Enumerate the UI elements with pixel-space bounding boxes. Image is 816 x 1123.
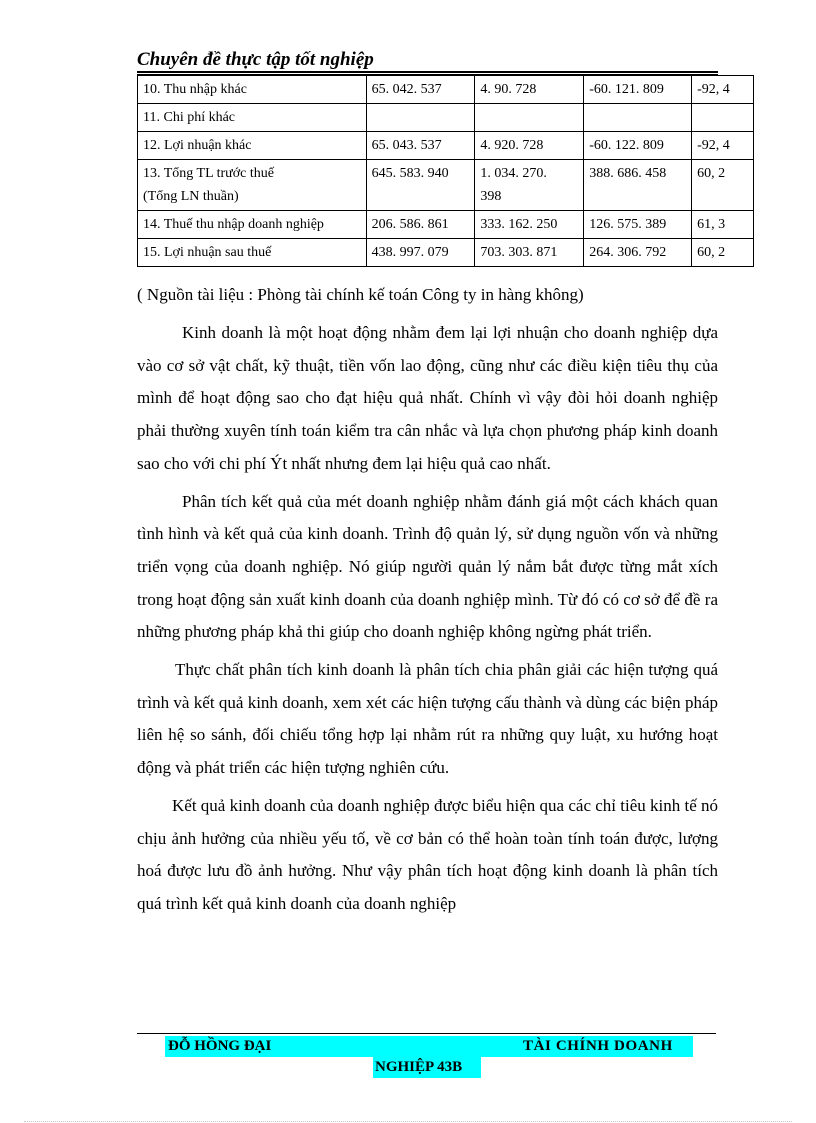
table-cell: 333. 162. 250 bbox=[475, 211, 584, 239]
table-cell: 264. 306. 792 bbox=[584, 239, 692, 267]
paragraph: Phân tích kết quả của mét doanh nghiệp nhằm đánh giá một cách khách quan tình hình và kết quả của kinh doanh. Trình độ quản lý, sử dụng nguồn vốn và những triển vọng của doanh nghiệp. Nó giúp người quản lý nắm bắt được từng mắt xích trong hoạt động sản xuất kinh doanh của doanh nghiệp mình. Từ đó có cơ sở để đề ra những phương pháp khả thi giúp cho doanh nghiệp không ngừng phát triển. bbox=[137, 491, 718, 642]
table-cell bbox=[584, 104, 692, 132]
table-cell: 703. 303. 871 bbox=[475, 239, 584, 267]
paragraph: Kinh doanh là một hoạt động nhằm đem lại lợi nhuận cho doanh nghiệp dựa vào cơ sở vật chất, kỹ thuật, tiền vốn lao động, cũng như các điều kiện tiêu thụ của mình để hoạt động sao cho đạt hiệu quả nhất. Chính vì vậy đòi hỏi doanh nghiệp phải thường xuyên tính toán kiểm tra cân nhắc và lựa chọn phương pháp kinh doanh sao cho với chi phí Ýt nhất nhưng đem lại hiệu quả cao nhất. bbox=[137, 323, 718, 473]
table-cell: -92, 4 bbox=[692, 76, 754, 104]
table-cell: 206. 586. 861 bbox=[366, 211, 475, 239]
table-cell: 388. 686. 458 bbox=[584, 160, 692, 211]
table-cell: 60, 2 bbox=[692, 239, 754, 267]
table-cell: -60. 121. 809 bbox=[584, 76, 692, 104]
table-row bbox=[138, 211, 754, 239]
table-row bbox=[138, 76, 754, 104]
row-label: 12. Lợi nhuận khác bbox=[138, 132, 367, 160]
table-cell: 4. 920. 728 bbox=[475, 132, 584, 160]
table-cell bbox=[475, 104, 584, 132]
row-label-cell bbox=[138, 160, 367, 211]
row-label: 11. Chi phí khác bbox=[138, 104, 367, 132]
footer-author: ĐỖ HỒNG ĐẠI bbox=[168, 1038, 272, 1054]
paragraph: Kết quả kinh doanh của doanh nghiệp được biểu hiện qua các chỉ tiêu kinh tế nó chịu ảnh hưởng của nhiều yếu tố, về cơ bản có thể hoàn toàn tính toán được, lượng hoá được lưu đồ ảnh hưởng. Như vậy phân tích hoạt động kinh doanh là phân tích quá trình kết quả kinh doanh của doanh nghiệp bbox=[137, 795, 718, 913]
row-label: 13. Tổng TL trước thuế bbox=[143, 166, 274, 181]
header-rule bbox=[137, 71, 718, 73]
table-cell: 61, 3 bbox=[692, 211, 754, 239]
financial-table bbox=[137, 75, 754, 267]
table-cell: 65. 043. 537 bbox=[366, 132, 475, 160]
table-cell bbox=[692, 104, 754, 132]
table-cell: 4. 90. 728 bbox=[475, 76, 584, 104]
page-bottom-border bbox=[24, 1121, 792, 1122]
table-cell bbox=[366, 104, 475, 132]
table-cell: 438. 997. 079 bbox=[366, 239, 475, 267]
table-cell: 645. 583. 940 bbox=[366, 160, 475, 211]
header-title: Chuyên đề thực tập tốt nghiệp bbox=[137, 49, 374, 70]
table-cell: 60, 2 bbox=[692, 160, 754, 211]
table-cell: -92, 4 bbox=[692, 132, 754, 160]
row-label: 10. Thu nhập khác bbox=[138, 76, 367, 104]
table-cell: 126. 575. 389 bbox=[584, 211, 692, 239]
cell-line: 398 bbox=[480, 189, 502, 204]
row-label: 15. Lợi nhuận sau thuế bbox=[138, 239, 367, 267]
table-source-note: ( Nguồn tài liệu : Phòng tài chính kế toán Công ty in hàng không) bbox=[137, 285, 584, 304]
body-text bbox=[137, 317, 718, 926]
footer-department: TÀI CHÍNH DOANH bbox=[523, 1038, 673, 1054]
table-row bbox=[138, 160, 754, 211]
table-cell: -60. 122. 809 bbox=[584, 132, 692, 160]
table-row bbox=[138, 104, 754, 132]
table-cell-wrapped bbox=[475, 160, 584, 211]
table-row bbox=[138, 239, 754, 267]
footer-department-cont: NGHIỆP 43B bbox=[375, 1059, 463, 1075]
table-cell: 65. 042. 537 bbox=[366, 76, 475, 104]
table-row bbox=[138, 132, 754, 160]
cell-line: 1. 034. 270. bbox=[480, 166, 547, 181]
paragraph: Thực chất phân tích kinh doanh là phân tích chia phân giải các hiện tượng quá trình và kết quả kinh doanh, xem xét các hiện tượng cấu thành và dùng các biện pháp liên hệ so sánh, đối chiếu tổng hợp lại nhằm rút ra những quy luật, xu hướng hoạt động và phát triển các hiện tượng nghiên cứu. bbox=[137, 660, 718, 778]
row-label-sub: (Tổng LN thuần) bbox=[143, 189, 239, 204]
footer-rule bbox=[137, 1033, 716, 1034]
row-label: 14. Thuế thu nhập doanh nghiệp bbox=[138, 211, 367, 239]
